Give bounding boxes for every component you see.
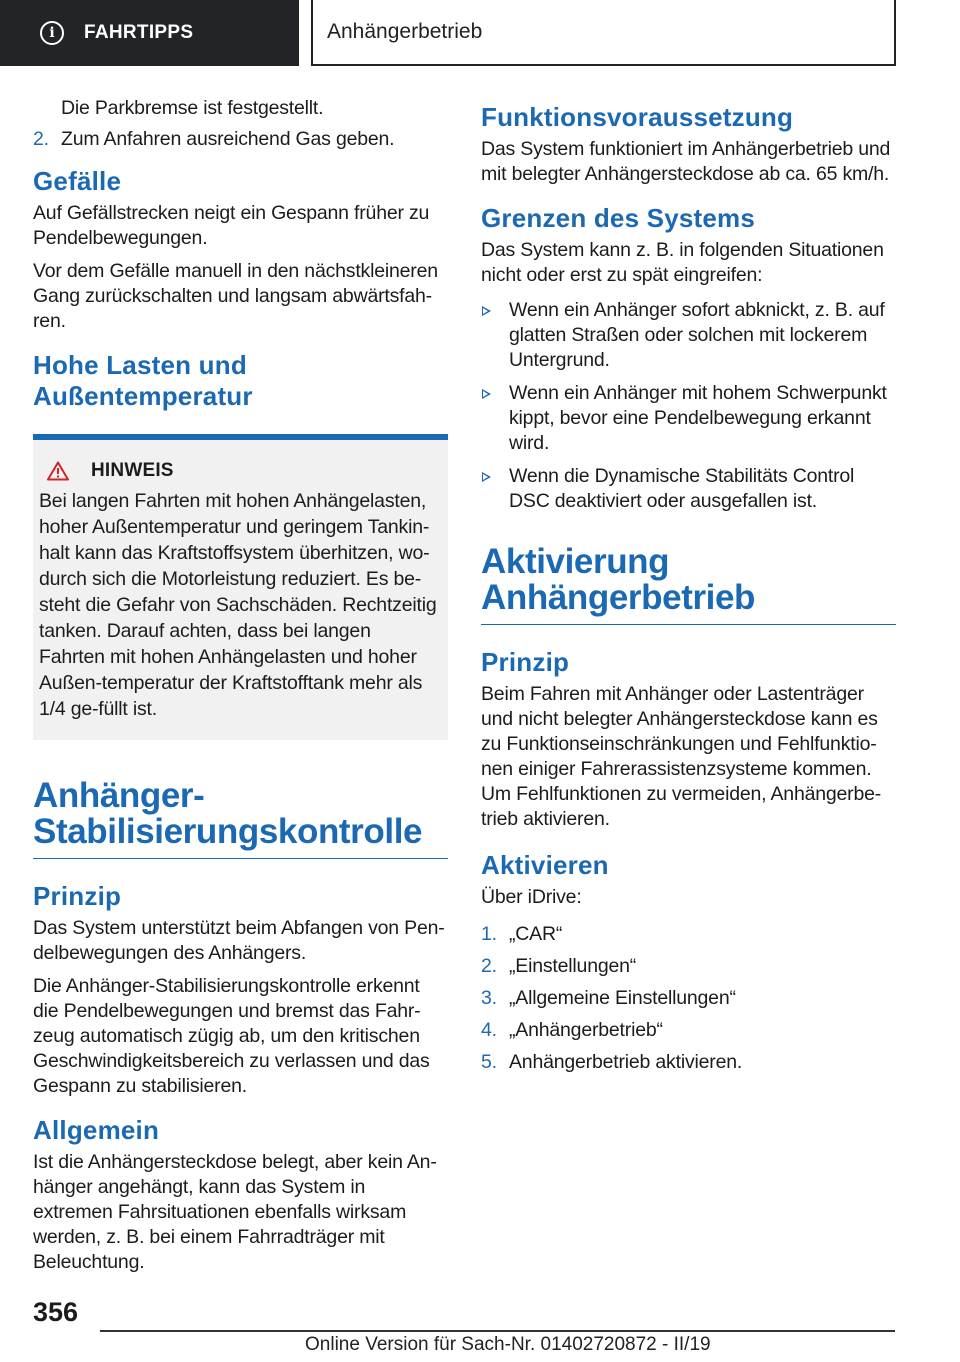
notice-title: HINWEIS: [91, 460, 174, 481]
heading-line: Aktivierung: [481, 542, 670, 581]
step-text: „CAR“: [509, 923, 563, 945]
chapter-heading-aktivierung: [481, 544, 896, 625]
heading-line: Stabilisierungskontrolle: [33, 812, 423, 851]
chapter-heading-stabilisierung: [33, 778, 448, 859]
heading-grenzen: Grenzen des Systems: [481, 203, 756, 233]
paragraph: Auf Gefällstrecken neigt ein Gespann früher zu Pendelbewegungen.: [33, 202, 430, 249]
bullet-triangle-icon: [482, 389, 491, 399]
heading-line: Anhänger-: [33, 776, 205, 815]
paragraph: Beim Fahren mit Anhänger oder Lastenträger und nicht belegter Anhängersteckdose kann es zu Funktionseinschränkungen und Fehlfunktio-nen einiger Fahrerassistenzsysteme kommen. Um Fehlfunktionen zu vermeiden, Anhängerbe-trieb aktivieren.: [481, 683, 882, 830]
heading-prinzip: Prinzip: [33, 881, 122, 911]
bullet-triangle-icon: [482, 306, 491, 316]
paragraph: Das System funktioniert im Anhängerbetrieb und mit belegter Anhängersteckdose ab ca. 65 km/h.: [481, 138, 891, 185]
step-item: [481, 1018, 896, 1043]
bullet-item: [481, 464, 896, 514]
bullet-item: [481, 381, 896, 456]
heading-allgemein: Allgemein: [33, 1115, 160, 1145]
notice-header: [47, 460, 440, 482]
warning-triangle-icon: [47, 461, 69, 481]
list-text: Zum Anfahren ausreichend Gas geben.: [61, 128, 395, 150]
paragraph: Vor dem Gefälle manuell in den nächstkleineren Gang zurückschalten und langsam abwärtsfah-ren.: [33, 260, 438, 332]
heading-line: Außentemperatur: [33, 381, 253, 411]
heading-gefaelle: Gefälle: [33, 166, 122, 196]
notice-box: [33, 434, 448, 740]
heading-line: Anhängerbetrieb: [481, 578, 756, 617]
heading-hohe-lasten: [33, 350, 448, 412]
step-text: „Einstellungen“: [509, 955, 637, 977]
step-text: „Anhängerbetrieb“: [509, 1019, 663, 1041]
bullet-text: Wenn ein Anhänger sofort abknickt, z. B. auf glatten Straßen oder solchen mit lockerem Untergrund.: [509, 299, 885, 371]
step-item: [481, 954, 896, 979]
paragraph: Das System kann z. B. in folgenden Situationen nicht oder erst zu spät eingreifen:: [481, 239, 884, 286]
heading-funktionsvoraussetzung: Funktionsvoraussetzung: [481, 102, 794, 132]
bullet-triangle-icon: [482, 472, 491, 482]
page-number: 356: [33, 1297, 79, 1327]
step-item: [481, 922, 896, 947]
bullet-text: Wenn ein Anhänger mit hohem Schwerpunkt kippt, bevor eine Pendelbewegung erkannt wird.: [509, 382, 887, 454]
step-text: Anhängerbetrieb aktivieren.: [509, 1051, 743, 1073]
heading-prinzip-right: Prinzip: [481, 647, 570, 677]
footer-rule: [100, 1330, 895, 1332]
paragraph: Ist die Anhängersteckdose belegt, aber kein An-hänger angehängt, kann das System in extremen Fahrsituationen ebenfalls wirksam werden, z. B. bei einem Fahrradträger mit Beleuchtung.: [33, 1151, 437, 1273]
notice-text: Bei langen Fahrten mit hohen Anhängelasten, hoher Außentemperatur und geringem Tankin-halt kann das Kraftstoffsystem überhitzen, wo-durch sich die Motorleistung reduziert. Es be-steht die Gefahr von Sachschäden. Rechtzeitig tanken. Darauf achten, dass bei langen Fahrten mit hohen Anhängelasten und hoher Außen-temperatur der Kraftstofftank mehr als 1/4 ge-füllt ist.: [39, 490, 437, 720]
chapter-tab: [0, 0, 299, 66]
chapter-label: FAHRTIPPS: [84, 22, 194, 43]
step-item: [481, 986, 896, 1011]
bullet-item: [481, 298, 896, 373]
list-item: [33, 127, 448, 152]
step-number: 5.: [481, 1051, 497, 1073]
section-tab: [311, 0, 896, 66]
paragraph: Die Anhänger-Stabilisierungskontrolle erkennt die Pendelbewegungen und bremst das Fahr-zeug automatisch zügig ab, um den kritischen Geschwindigkeitsbereich zu verlassen und das Gespann zu stabilisieren.: [33, 975, 430, 1097]
continued-text: Die Parkbremse ist festgestellt.: [61, 97, 324, 119]
right-column: [481, 102, 896, 1082]
bullet-text: Wenn die Dynamische Stabilitäts Control DSC deaktiviert oder ausgefallen ist.: [509, 465, 855, 512]
step-item: [481, 1050, 896, 1075]
section-label: Anhängerbetrieb: [327, 20, 483, 43]
footer-version-text: Online Version für Sach-Nr. 01402720872 - II/19: [305, 1334, 711, 1355]
info-icon: i: [40, 21, 64, 45]
step-text: „Allgemeine Einstellungen“: [509, 987, 736, 1009]
paragraph: Das System unterstützt beim Abfangen von Pen-delbewegungen des Anhängers.: [33, 917, 445, 964]
step-number: 1.: [481, 923, 497, 945]
step-number: 3.: [481, 987, 497, 1009]
step-number: 4.: [481, 1019, 497, 1041]
left-column: [33, 96, 448, 1283]
heading-aktivieren: Aktivieren: [481, 850, 609, 880]
heading-line: Hohe Lasten und: [33, 350, 247, 380]
list-number: 2.: [33, 128, 49, 150]
step-number: 2.: [481, 955, 497, 977]
paragraph: Über iDrive:: [481, 886, 582, 908]
